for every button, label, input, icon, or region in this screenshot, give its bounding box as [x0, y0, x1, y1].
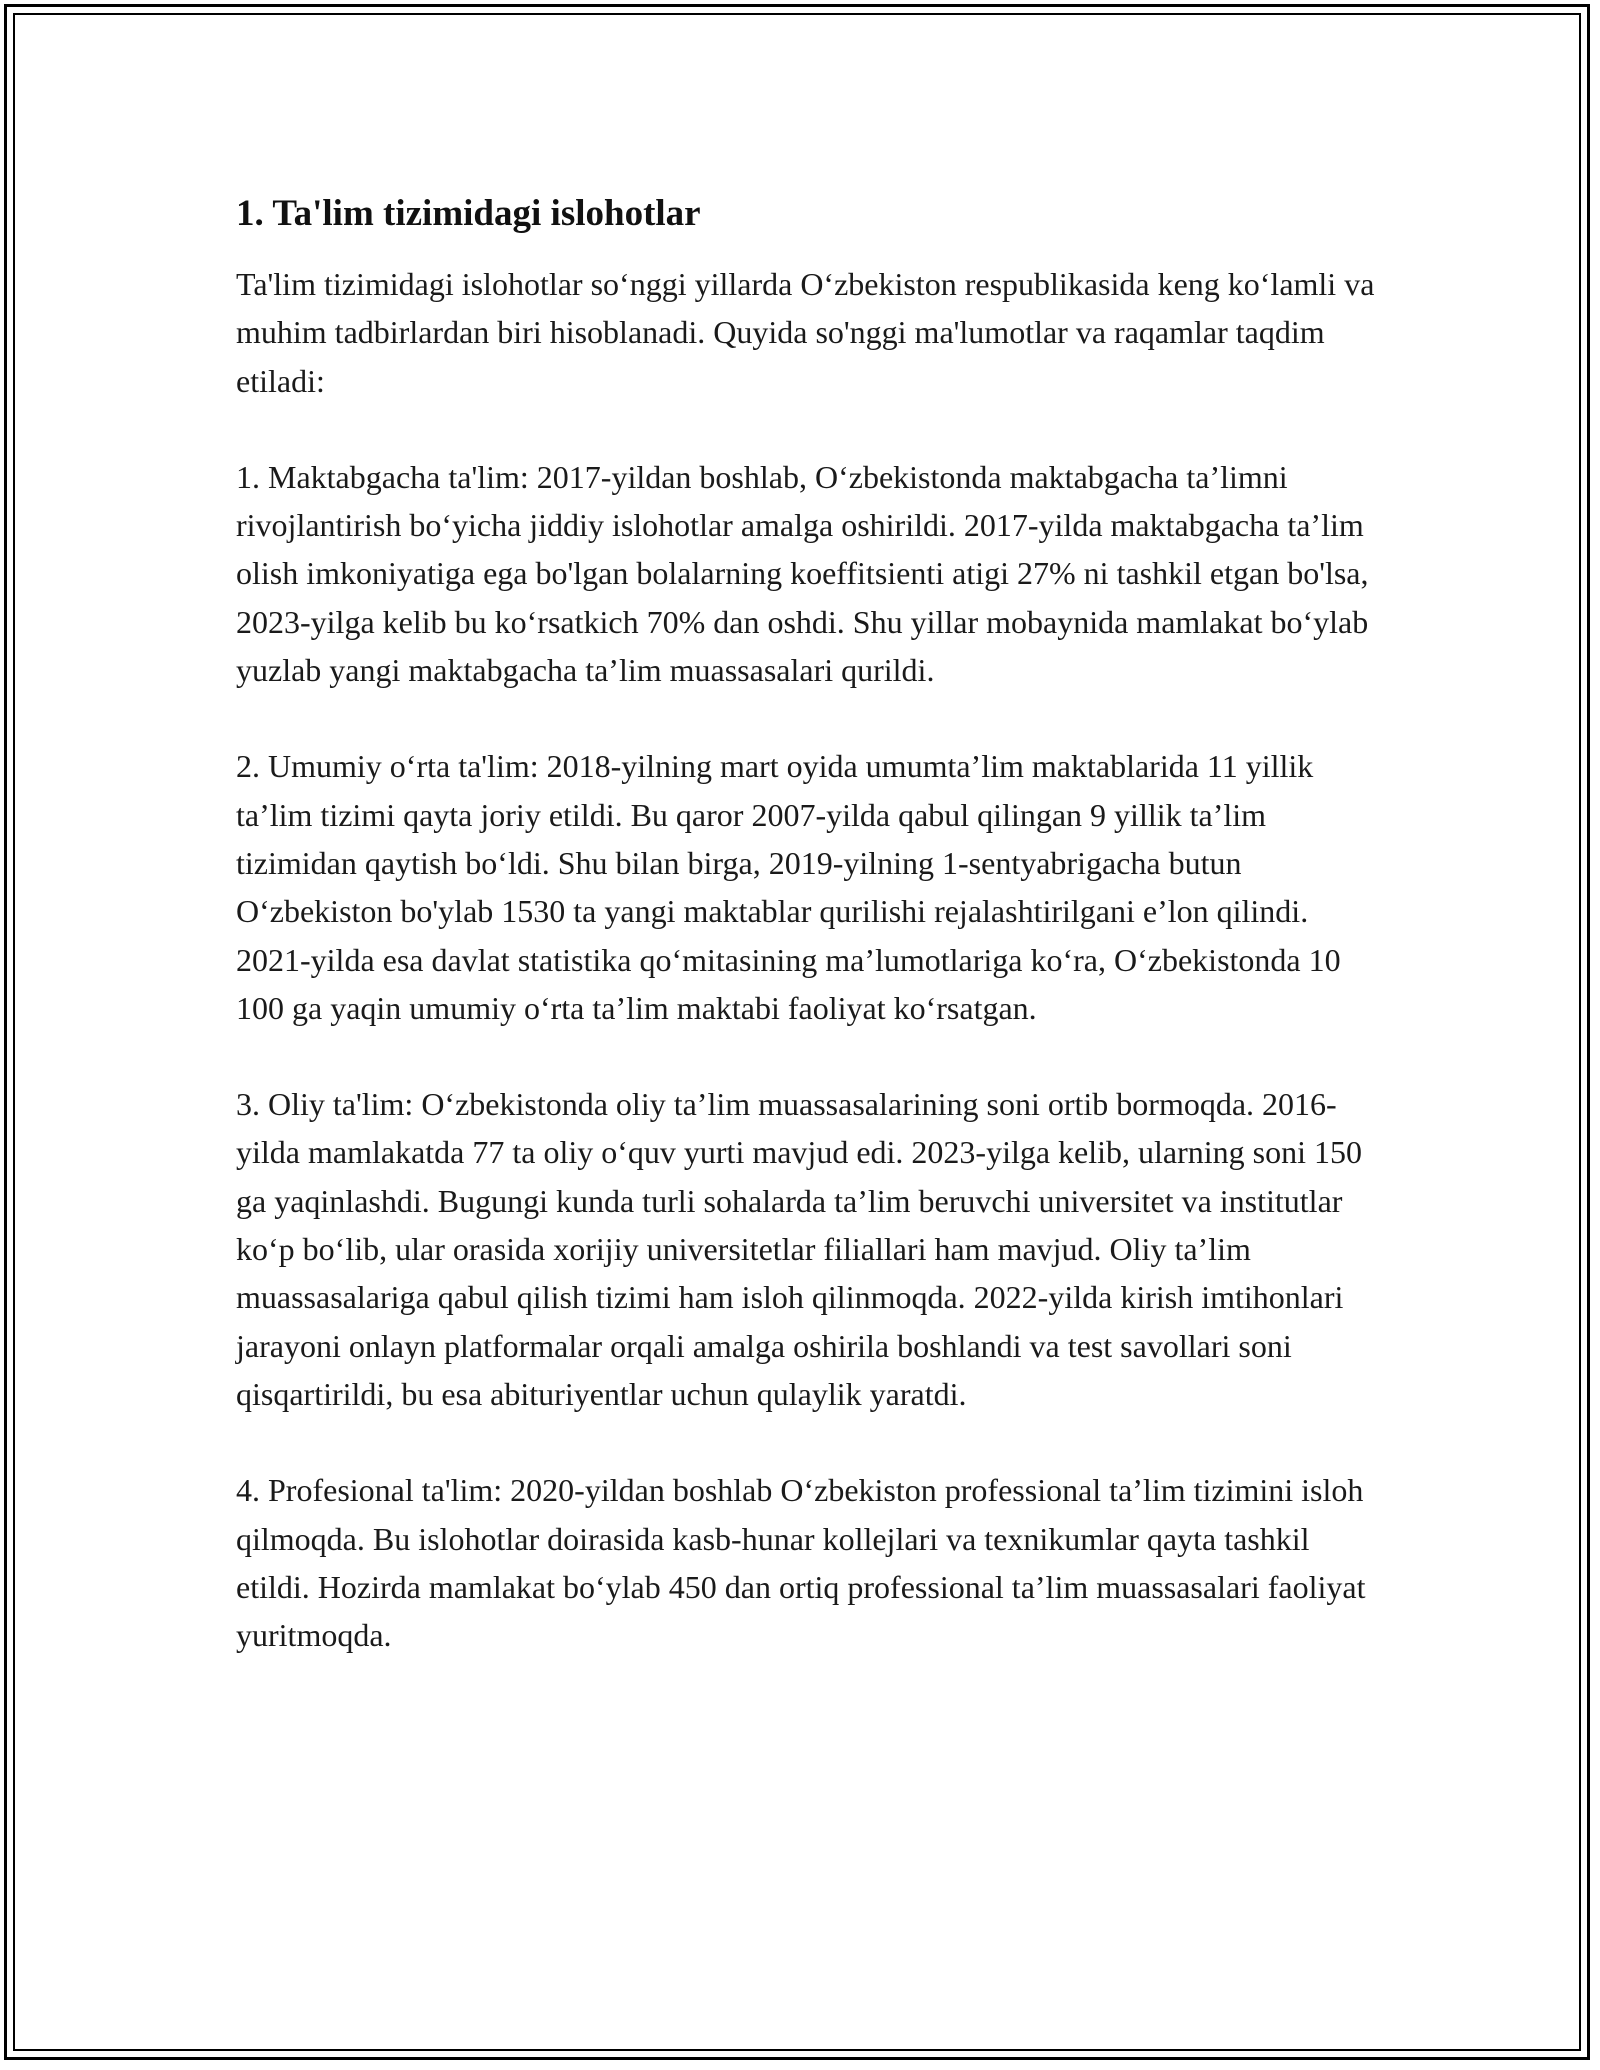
- higher-education-paragraph: 3. Oliy ta'lim: O‘zbekistonda oliy ta’lim muassasalarining soni ortib bormoqda. 2016-yilda mamlakatda 77 ta oliy o‘quv yurti mavjud edi. 2023-yilga kelib, ularning soni 150 ga yaqinlashdi. Bugungi kunda turli sohalarda ta’lim beruvchi universitet va institutlar ko‘p bo‘lib, ular orasida xorijiy universitetlar filiallari ham mavjud. Oliy ta’lim muassasalariga qabul qilish tizimi ham isloh qilinmoqda. 2022-yilda kirish imtihonlari jarayoni onlayn platformalar orqali amalga oshirila boshlandi va test savollari soni qisqartirildi, bu esa abituriyentlar uchun qulaylik yaratdi.: [236, 1086, 1363, 1412]
- document-title: 1. Ta'lim tizimidagi islohotlar: [236, 193, 701, 234]
- professional-education-paragraph: 4. Profesional ta'lim: 2020-yildan boshlab O‘zbekiston professional ta’lim tizimini isloh qilmoqda. Bu islohotlar doirasida kasb-hunar kollejlari va texnikumlar qayta tashkil etildi. Hozirda mamlakat bo‘ylab 450 dan ortiq professional ta’lim muassasalari faoliyat yuritmoqda.: [236, 1472, 1366, 1654]
- document-body: [236, 190, 1386, 1707]
- intro-paragraph: Ta'lim tizimidagi islohotlar so‘nggi yillarda O‘zbekiston respublikasida keng ko‘lamli va muhim tadbirlardan biri hisoblanadi. Quyida so'nggi ma'lumotlar va raqamlar taqdim etiladi:: [236, 266, 1375, 399]
- secondary-education-paragraph: 2. Umumiy o‘rta ta'lim: 2018-yilning mart oyida umumta’lim maktablarida 11 yillik ta’lim tizimi qayta joriy etildi. Bu qaror 2007-yilda qabul qilingan 9 yillik ta’lim tizimidan qaytish bo‘ldi. Shu bilan birga, 2019-yilning 1-sentyabrigacha butun O‘zbekiston bo'ylab 1530 ta yangi maktablar qurilishi rejalashtirilgani e’lon qilindi. 2021-yilda esa davlat statistika qo‘mitasining ma’lumotlariga ko‘ra, O‘zbekistonda 10 100 ga yaqin umumiy o‘rta ta’lim maktabi faoliyat ko‘rsatgan.: [236, 748, 1341, 1026]
- preschool-education-paragraph: 1. Maktabgacha ta'lim: 2017-yildan boshlab, O‘zbekistonda maktabgacha ta’limni rivojlantirish bo‘yicha jiddiy islohotlar amalga oshirildi. 2017-yilda maktabgacha ta’lim olish imkoniyatiga ega bo'lgan bolalarning koeffitsienti atigi 27% ni tashkil etgan bo'lsa, 2023-yilga kelib bu ko‘rsatkich 70% dan oshdi. Shu yillar mobaynida mamlakat bo‘ylab yuzlab yangi maktabgacha ta’lim muassasalari qurildi.: [236, 458, 1369, 689]
